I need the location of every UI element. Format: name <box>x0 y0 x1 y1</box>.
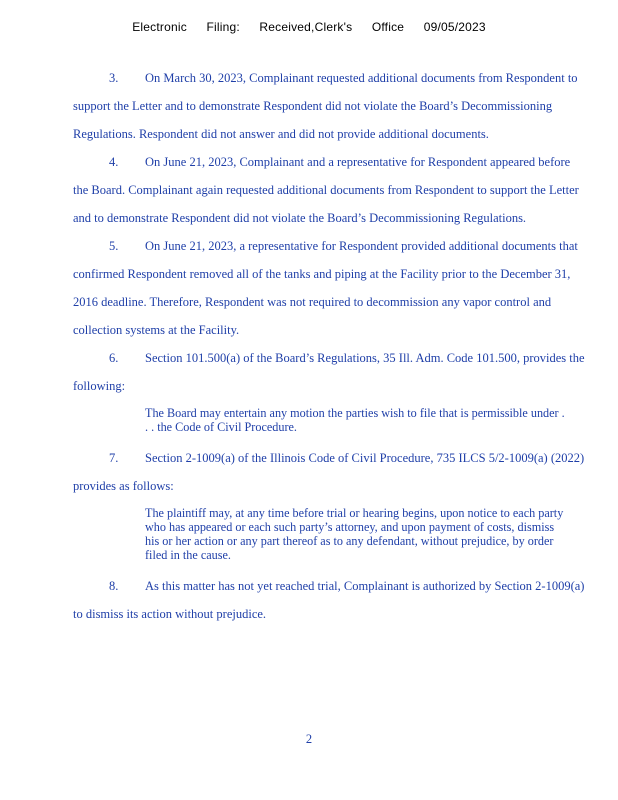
paragraph-text: Section 101.500(a) of the Board’s Regulations, 35 Ill. Adm. Code 101.500, provides the following: <box>73 351 585 393</box>
block-quote-civil-procedure: The plaintiff may, at any time before trial or hearing begins, upon notice to each party who has appeared or each such party’s attorney, and upon payment of costs, dismiss his or her action or any part thereof as to any defendant, without prejudice, by order filed in the cause. <box>145 506 564 562</box>
paragraph-number: 4. <box>109 155 119 169</box>
paragraph-8 <box>73 572 588 628</box>
paragraph-text: Section 2-1009(a) of the Illinois Code of Civil Procedure, 735 ILCS 5/2-1009(a) (2022) provides as follows: <box>73 451 585 493</box>
filing-stamp-header <box>0 20 618 34</box>
page-number: 2 <box>305 732 313 746</box>
paragraph-text: On March 30, 2023, Complainant requested additional documents from Respondent to support the Letter and to demonstrate Respondent did not violate the Board’s Decommissioning Regulations. Respondent did not answer and did not provide additional documents. <box>73 71 578 141</box>
paragraph-number: 7. <box>109 451 119 465</box>
paragraph-text: As this matter has not yet reached trial, Complainant is authorized by Section 2-1009(a) to dismiss its action without prejudice. <box>73 579 585 621</box>
paragraph-number: 3. <box>109 71 119 85</box>
paragraph-number: 6. <box>109 351 119 365</box>
block-quote-board-rule: The Board may entertain any motion the parties wish to file that is permissible under . . . the Code of Civil Procedure. <box>145 406 565 434</box>
paragraph-number: 8. <box>109 579 119 593</box>
paragraph-3 <box>73 64 588 148</box>
header-word-electronic: Electronic <box>132 20 187 34</box>
header-word-filing: Filing: <box>206 20 240 34</box>
paragraph-number: 5. <box>109 239 119 253</box>
paragraph-7 <box>73 444 588 500</box>
paragraph-5 <box>73 232 588 344</box>
header-word-office: Office <box>371 20 405 34</box>
header-word-received: Received,Clerk's <box>259 20 353 34</box>
paragraph-text: On June 21, 2023, a representative for Respondent provided additional documents that confirmed Respondent removed all of the tanks and piping at the Facility prior to the December 31, 2016 deadline. Therefore, Respondent was not required to decommission any vapor control and collection systems at the Facility. <box>73 239 578 337</box>
header-date: 09/05/2023 <box>423 20 486 34</box>
paragraph-4 <box>73 148 588 232</box>
document-body <box>73 64 588 628</box>
paragraph-text: On June 21, 2023, Complainant and a representative for Respondent appeared before the Board. Complainant again requested additional documents from Respondent to support the Letter and to demonstrate Respondent did not violate the Board’s Decommissioning Regulations. <box>73 155 579 225</box>
paragraph-6 <box>73 344 588 400</box>
